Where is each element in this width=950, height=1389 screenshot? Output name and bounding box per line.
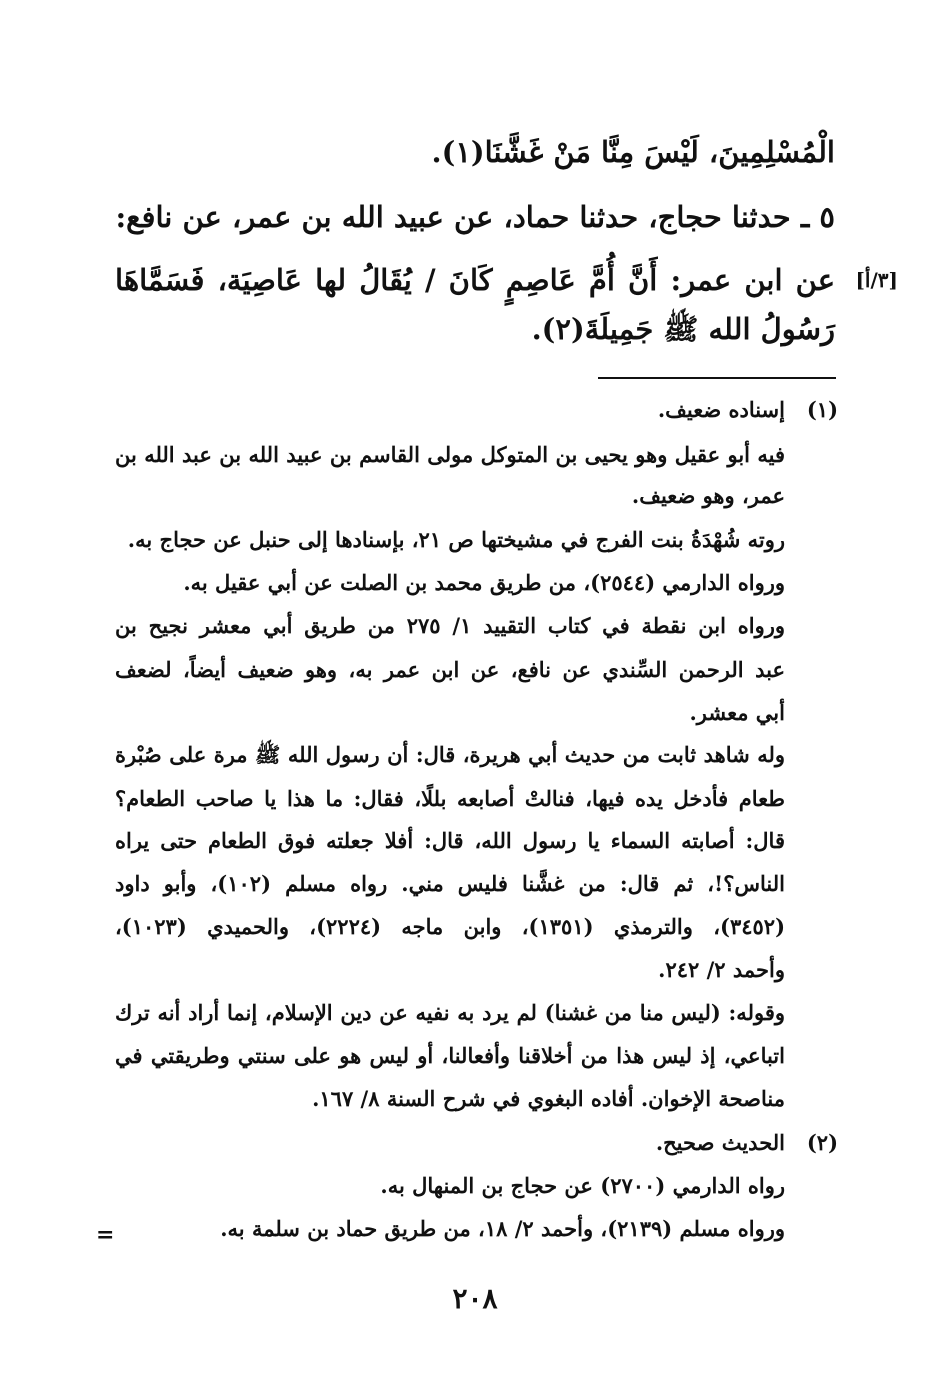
footnote-1-line-12: الناس؟!، ثم قال: من غشَّنا فليس مني. رواه مسلم (١٠٢)، وأبو داود bbox=[115, 871, 785, 896]
continuation-mark: = bbox=[96, 1222, 115, 1248]
footnote-1-line-8: أبي معشر. bbox=[689, 700, 785, 725]
footnote-2-number: (٢) bbox=[806, 1130, 838, 1155]
main-text-line-2: ٥ ـ حدثنا حجاج، حدثنا حماد، عن عبيد الله بن عمر، عن نافع: bbox=[115, 200, 835, 234]
page-number: ٢٠٨ bbox=[452, 1282, 498, 1315]
main-text-line-4: رَسُولُ الله ﷺ جَمِيلَةَ(٢). bbox=[531, 312, 835, 346]
footnote-1-line-15: وقوله: (ليس منا من غشنا) لم يرد به نفيه عن دين الإسلام، إنما أراد أنه ترك bbox=[115, 1000, 785, 1025]
footnote-1-number: (١) bbox=[806, 397, 838, 422]
footnote-2-line-2: رواه الدارمي (٢٧٠٠) عن حجاج بن المنهال به. bbox=[380, 1173, 785, 1198]
footnote-1-line-13: (٣٤٥٢)، والترمذي (١٣٥١)، وابن ماجه (٢٢٢٤)، والحميدي (١٠٢٣)، bbox=[115, 914, 786, 939]
footnote-1-line-9: وله شاهد ثابت من حديث أبي هريرة، قال: أن رسول الله ﷺ مرة على صُبْرة bbox=[115, 742, 785, 767]
footnote-separator bbox=[598, 377, 836, 379]
manuscript-folio-ref: [٣/أ] bbox=[855, 268, 898, 292]
footnote-1-line-4: روته شُهْدَةُ بنت الفرج في مشيختها ص ٢١، بإسنادها إلى حنبل عن حجاج به. bbox=[127, 527, 785, 552]
footnote-1-line-17: مناصحة الإخوان. أفاده البغوي في شرح السنة ٨/ ١٦٧. bbox=[312, 1086, 785, 1111]
footnote-1-line-10: طعام فأدخل يده فيها، فنالتْ أصابعه بللًا، فقال: ما هذا يا صاحب الطعام؟ bbox=[115, 786, 785, 811]
footnote-1-line-16: اتباعي، إذ ليس هذا من أخلاقنا وأفعالنا، أو ليس هو على سنتي وطريقتي في bbox=[115, 1043, 785, 1068]
footnote-2-line-1: الحديث صحيح. bbox=[655, 1130, 785, 1155]
footnote-1-line-2: فيه أبو عقيل وهو يحيى بن المتوكل مولى القاسم بن عبيد الله بن عبد الله بن bbox=[115, 442, 785, 467]
main-text-line-3: عن ابن عمر: أَنَّ أُمَّ عَاصِمٍ كَانَ / يُقَالُ لها عَاصِيَة، فَسَمَّاهَا bbox=[115, 263, 835, 297]
footnote-1-line-5: ورواه الدارمي (٢٥٤٤)، من طريق محمد بن الصلت عن أبي عقيل به. bbox=[183, 570, 785, 595]
main-text-line-1: الْمُسْلِمِينَ، لَيْسَ مِنَّا مَنْ غَشَّنَا(١). bbox=[431, 135, 835, 169]
footnote-1-line-3: عمر، وهو ضعيف. bbox=[631, 483, 785, 508]
footnote-1-line-6: ورواه ابن نقطة في كتاب التقييد ١/ ٢٧٥ من طريق أبي معشر نجيح بن bbox=[115, 613, 785, 638]
footnote-1-line-7: عبد الرحمن السِّندي عن نافع، عن ابن عمر به، وهو ضعيف أيضاً، لضعف bbox=[115, 657, 785, 682]
footnote-1-line-14: وأحمد ٢/ ٢٤٢. bbox=[658, 957, 785, 982]
footnote-2-line-3: ورواه مسلم (٢١٣٩)، وأحمد ٢/ ١٨، من طريق حماد بن سلمة به. bbox=[220, 1216, 785, 1241]
footnote-1-line-1: إسناده ضعيف. bbox=[657, 397, 785, 422]
footnote-1-line-11: قال: أصابته السماء يا رسول الله، قال: أفلا جعلته فوق الطعام حتى يراه bbox=[115, 828, 785, 853]
